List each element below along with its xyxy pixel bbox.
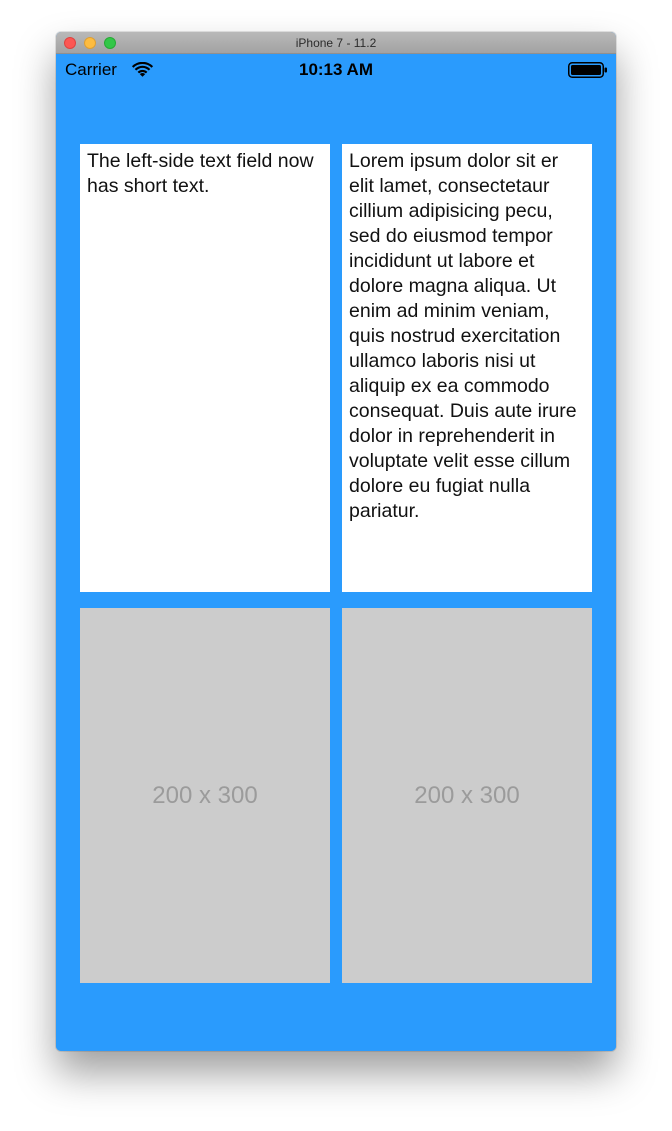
simulator-window [56, 32, 616, 1051]
left-image-label: 200 x 300 [152, 781, 258, 809]
carrier-label: Carrier [65, 60, 117, 79]
right-text-field[interactable]: Lorem ipsum dolor sit er elit lamet, consectetaur cillium adipisicing pecu, sed do eiusmod tempor incididunt ut labore et dolore magna aliqua. Ut enim ad minim veniam, quis nostrud exercitation ullamco laboris nisi ut aliquip ex ea commodo consequat. Duis aute irure dolor in reprehenderit in voluptate velit esse cillum dolore eu fugiat nulla pariatur. [342, 144, 592, 592]
window-titlebar[interactable] [56, 32, 616, 54]
clock: 10:13 AM [298, 60, 373, 79]
window-title: iPhone 7 - 11.2 [295, 36, 377, 50]
right-image-label: 200 x 300 [414, 781, 520, 809]
content-grid [56, 54, 616, 1051]
right-image-placeholder [342, 608, 592, 983]
left-text-field[interactable]: The left-side text field now has short text. [80, 144, 330, 592]
device-screen [56, 54, 616, 1051]
left-image-placeholder [80, 608, 330, 983]
